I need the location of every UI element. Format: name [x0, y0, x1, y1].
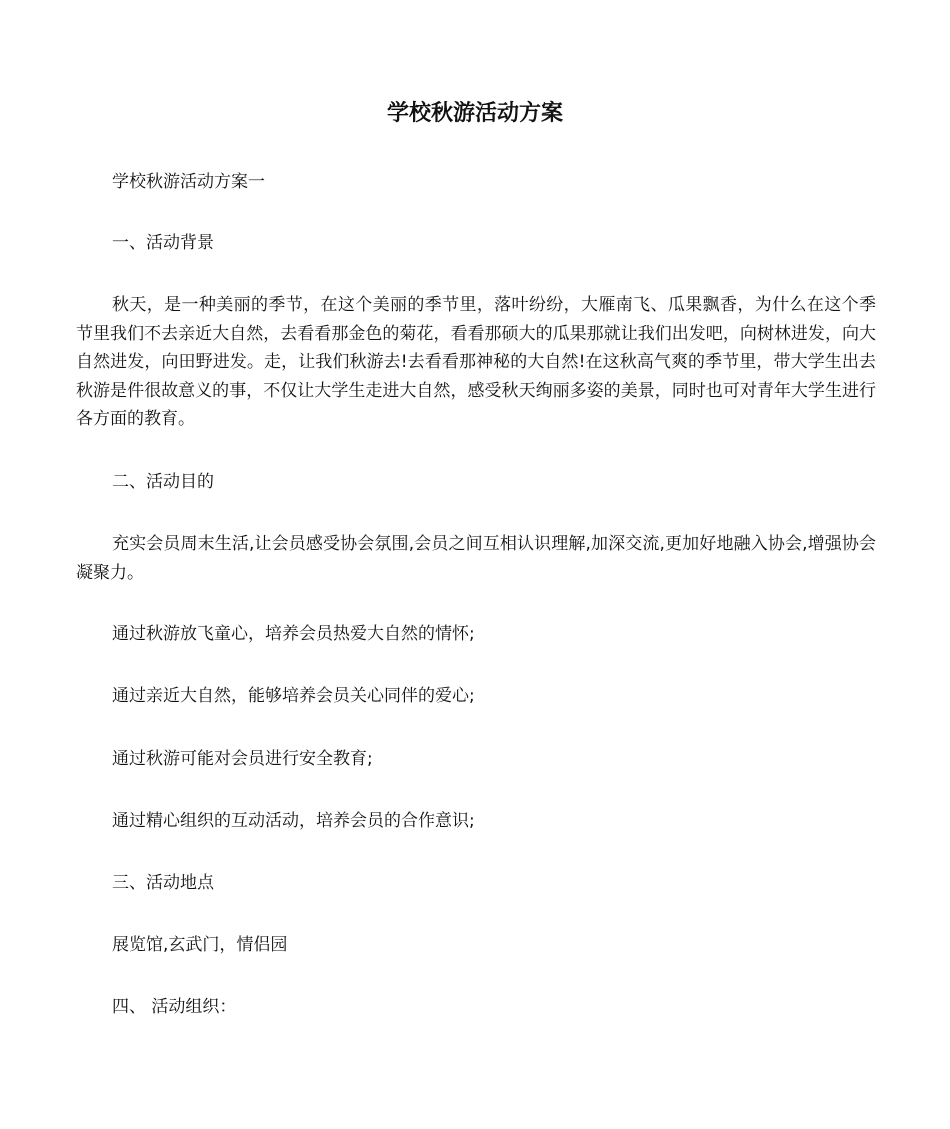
document-title: 学校秋游活动方案 — [386, 101, 563, 126]
goal-item-1: 通过秋游放飞童心，培养会员热爱大自然的情怀; — [112, 624, 475, 644]
goal-item-2: 通过亲近大自然，能够培养会员关心同伴的爱心; — [112, 686, 475, 706]
section-body-background: 秋天，是一种美丽的季节，在这个美丽的季节里，落叶纷纷，大雁南飞、瓜果飘香，为什么在这个季节里我们不去亲近大自然，去看看那金色的菊花，看看那硕大的瓜果那就让我们出发吧，向树林进发，向大自然进发，向田野进发。走，让我们秋游去!去看看那神秘的大自然!在这秋高气爽的季节里，带大学生出去秋游是件很故意义的事，不仅让大学生走进大自然，感受秋天绚丽多姿的美景，同时也可对青年大学生进行各方面的教育。 — [76, 295, 876, 429]
section-heading-purpose: 二、活动目的 — [112, 472, 214, 492]
section-heading-organization: 四、 活动组织： — [112, 997, 237, 1017]
section-body-location: 展览馆,玄武门，情侣园 — [112, 935, 288, 955]
section-body-purpose: 充实会员周末生活,让会员感受协会氛围,会员之间互相认识理解,加深交流,更加好地融入协会,增强协会凝聚力。 — [76, 534, 876, 583]
goal-item-4: 通过精心组织的互动活动，培养会员的合作意识; — [112, 811, 475, 831]
document-subtitle: 学校秋游活动方案一 — [112, 172, 265, 192]
section-heading-background: 一、活动背景 — [112, 233, 214, 253]
section-heading-location: 三、活动地点 — [112, 873, 214, 893]
goal-item-3: 通过秋游可能对会员进行安全教育; — [112, 749, 373, 769]
